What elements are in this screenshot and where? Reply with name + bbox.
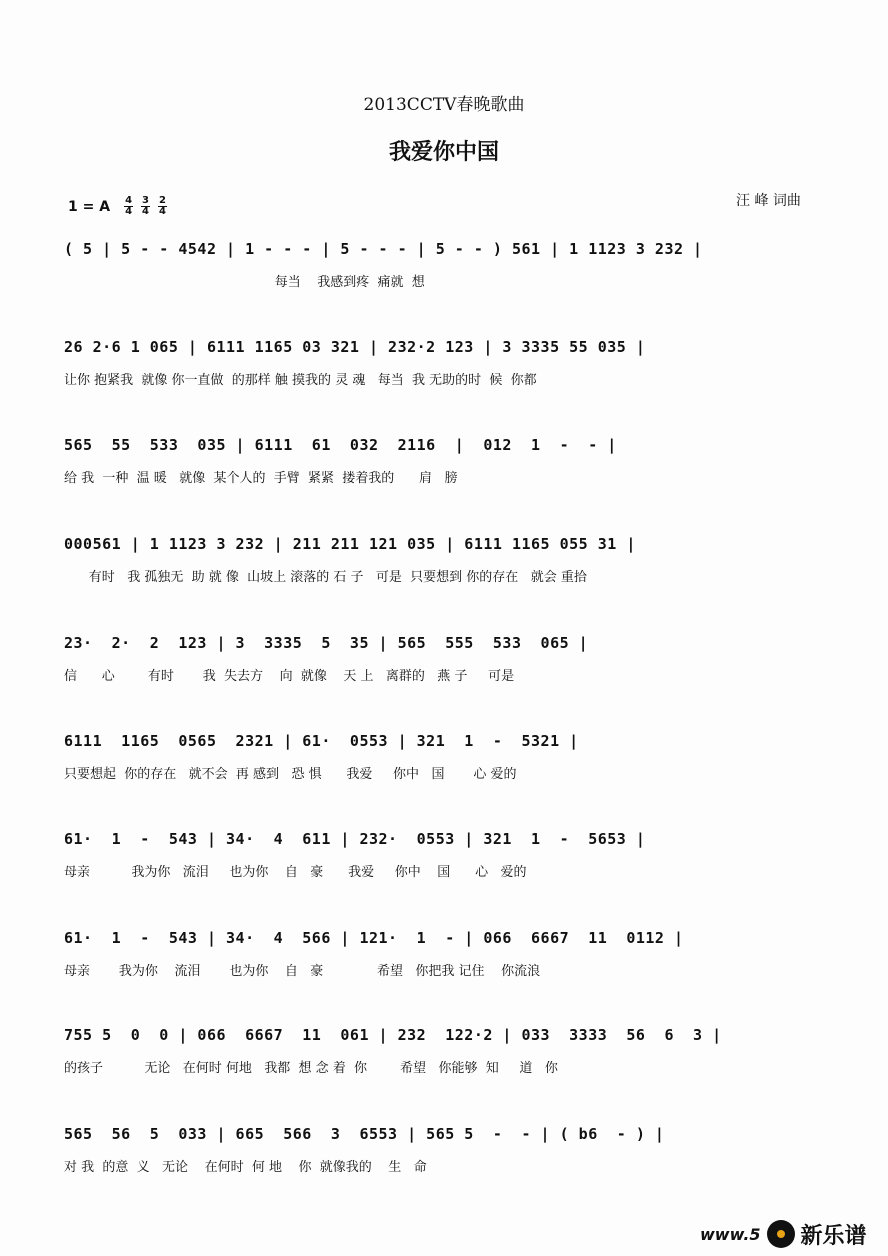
lyrics-line: 每当 我感到疼 痛就 想 xyxy=(64,275,425,290)
music-system xyxy=(64,728,826,798)
footer-url: www.5 xyxy=(700,1224,761,1244)
song-subtitle: 2013CCTV春晚歌曲 xyxy=(363,95,525,115)
time-signature-3: $\frac{2}{4}$ xyxy=(159,195,166,217)
lyrics-line: 信 心 有时 我 失去方 向 就像 天 上 离群的 燕 子 可是 xyxy=(64,669,515,684)
music-system xyxy=(64,236,826,306)
notation-line: 565 56 5 033 | 665 566 3 6553 | 565 5 - - | ( b6 - ) | xyxy=(64,1125,665,1143)
lyrics-line: 对 我 的意 义 无论 在何时 何 地 你 就像我的 生 命 xyxy=(64,1160,427,1175)
notation-line: 6111 1165 0565 2321 | 61· 0553 | 321 1 - 5321 | xyxy=(64,732,579,750)
lyrics-line: 给 我 一种 温 暖 就像 某个人的 手臂 紧紧 搂着我的 肩 膀 xyxy=(64,471,458,486)
time-signature-2: $\frac{3}{4}$ xyxy=(142,195,149,217)
music-system xyxy=(64,334,826,404)
song-title: 我爱你中国 xyxy=(388,139,499,165)
lyrics-line: 只要想起 你的存在 就不会 再 感到 恐 惧 我爱 你中 国 心 爱的 xyxy=(64,767,517,782)
lyrics-line: 母亲 我为你 流泪 也为你 自 豪 希望 你把我 记住 你流浪 xyxy=(64,964,541,979)
music-system xyxy=(64,531,826,601)
footer-brand: 新乐谱 xyxy=(800,1223,867,1249)
music-system xyxy=(64,925,826,995)
notation-line: 755 5 0 0 | 066 6667 11 061 | 232 122·2 | 033 3333 56 6 3 | xyxy=(64,1026,722,1044)
disc-icon xyxy=(767,1220,795,1248)
music-system xyxy=(64,826,826,896)
lyrics-line: 让你 抱紧我 就像 你一直做 的那样 触 摸我的 灵 魂 每当 我 无助的时 候 你都 xyxy=(64,373,537,388)
notation-line: 61· 1 - 543 | 34· 4 566 | 121· 1 - | 066 6667 11 0112 | xyxy=(64,929,684,947)
time-signatures xyxy=(124,196,167,217)
music-system xyxy=(64,630,826,700)
music-system xyxy=(64,1022,826,1092)
notation-line: ( 5 | 5 - - 4542 | 1 - - - | 5 - - - | 5 - - ) 561 | 1 1123 3 232 | xyxy=(64,240,703,258)
notation-line: 26 2·6 1 065 | 6111 1165 03 321 | 232·2 123 | 3 3335 55 035 | xyxy=(64,338,646,356)
music-system xyxy=(64,1121,826,1191)
lyrics-line: 的孩子 无论 在何时 何地 我都 想 念 着 你 希望 你能够 知 道 你 xyxy=(64,1061,558,1076)
notation-line: 23· 2· 2 123 | 3 3335 5 35 | 565 555 533 065 | xyxy=(64,634,589,652)
composer-credit: 汪 峰 词曲 xyxy=(736,193,801,209)
key-signature xyxy=(68,196,167,217)
key-label: 1 = A xyxy=(68,198,111,215)
notation-line: 61· 1 - 543 | 34· 4 611 | 232· 0553 | 321 1 - 5653 | xyxy=(64,830,646,848)
time-signature-1: $\frac{4}{4}$ xyxy=(125,195,133,217)
notation-line: 000561 | 1 1123 3 232 | 211 211 121 035 | 6111 1165 055 31 | xyxy=(64,535,636,553)
watermark-footer xyxy=(700,1216,888,1252)
lyrics-line: 母亲 我为你 流泪 也为你 自 豪 我爱 你中 国 心 爱的 xyxy=(64,865,527,880)
lyrics-line: 有时 我 孤独无 助 就 像 山坡上 滚落的 石 子 可是 只要想到 你的存在 就会 重拾 xyxy=(64,570,587,585)
notation-line: 565 55 533 035 | 6111 61 032 2116 | 012 1 - - | xyxy=(64,436,617,454)
music-system xyxy=(64,432,826,502)
